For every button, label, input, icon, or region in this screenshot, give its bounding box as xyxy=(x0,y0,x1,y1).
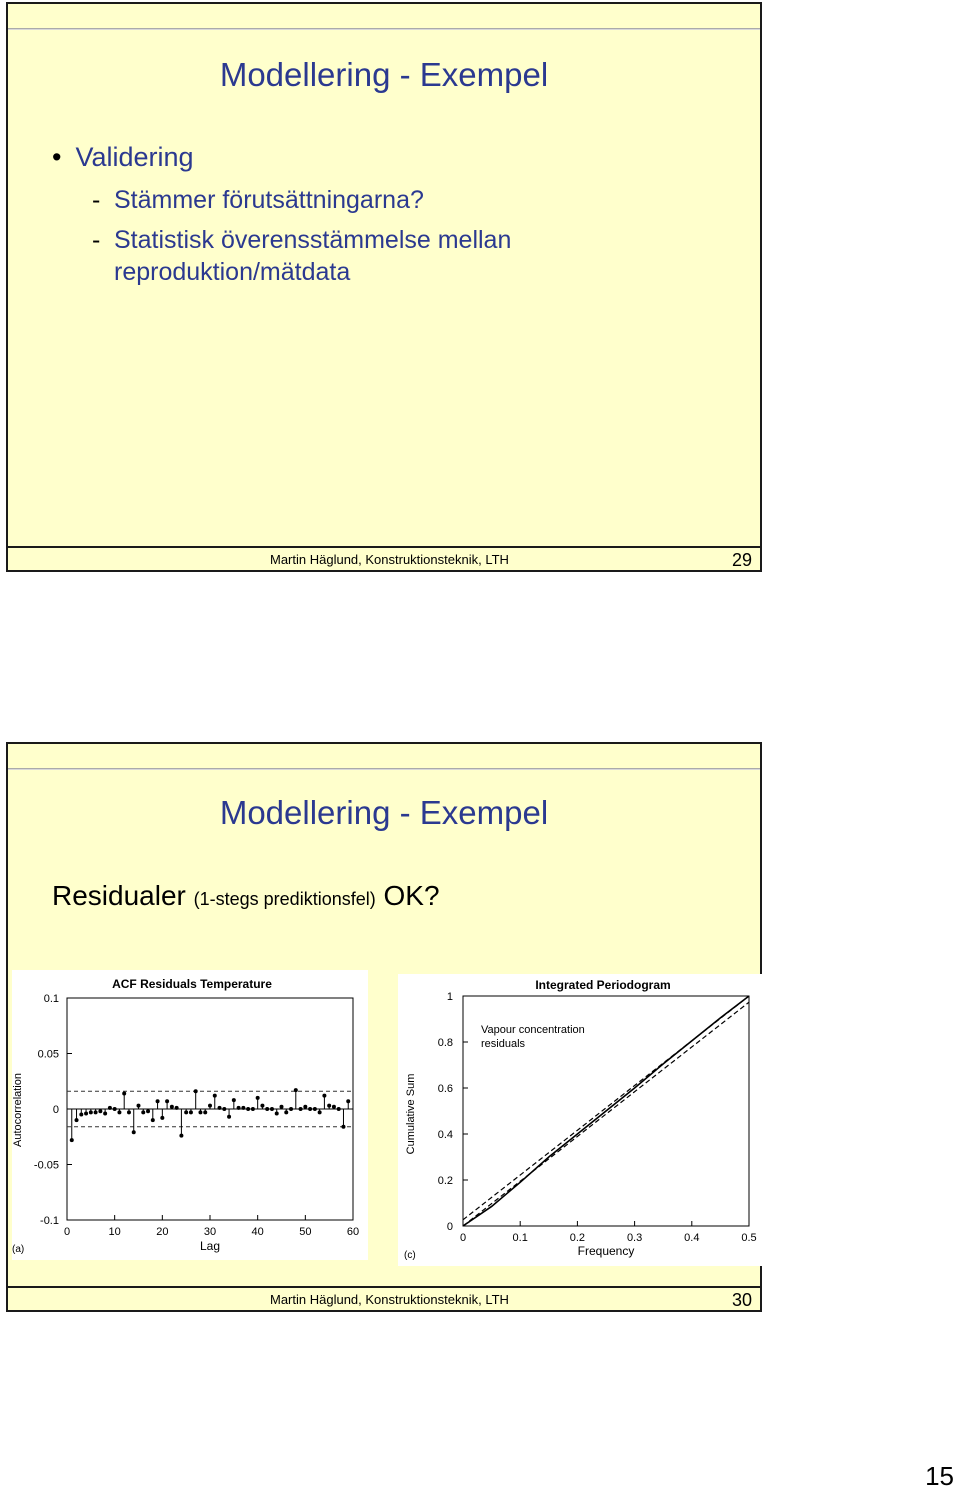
y-tick-label: -0.1 xyxy=(40,1215,59,1227)
acf-point xyxy=(327,1104,331,1108)
acf-point xyxy=(251,1107,255,1111)
page-number: 15 xyxy=(925,1461,954,1491)
slide-29 xyxy=(6,2,762,572)
x-tick-label: 0.2 xyxy=(569,1232,586,1244)
y-tick-label: 0.05 xyxy=(37,1048,59,1061)
acf-point xyxy=(341,1125,345,1129)
sub-text: Stämmer förutsättningarna? xyxy=(114,186,424,214)
acf-point xyxy=(332,1105,336,1109)
acf-point xyxy=(170,1105,174,1109)
x-tick-label: 0.5 xyxy=(741,1232,757,1244)
slide-header-bar xyxy=(8,744,760,769)
slide-number: 29 xyxy=(731,550,752,570)
bullet-item xyxy=(52,142,194,173)
periodogram-chart xyxy=(398,974,762,1266)
acf-point xyxy=(265,1107,269,1111)
x-tick-label: 0.1 xyxy=(512,1232,528,1244)
acf-point xyxy=(318,1110,322,1114)
acf-point xyxy=(175,1106,179,1110)
acf-point xyxy=(127,1110,131,1114)
x-axis-label: Frequency xyxy=(577,1244,635,1258)
acf-chart xyxy=(12,970,368,1260)
acf-point xyxy=(275,1111,279,1115)
acf-point xyxy=(165,1099,169,1103)
acf-point xyxy=(198,1110,202,1114)
acf-point xyxy=(294,1088,298,1092)
slide-30 xyxy=(6,742,762,1312)
slide-number: 30 xyxy=(731,1290,752,1310)
slide-title: Modellering - Exempel xyxy=(219,794,549,831)
periodogram-chart-panel xyxy=(398,974,762,1266)
y-tick-label: 1 xyxy=(446,991,453,1003)
y-tick-label: 0.4 xyxy=(437,1129,453,1141)
x-tick-label: 30 xyxy=(203,1226,217,1238)
acf-point xyxy=(184,1110,188,1114)
acf-point xyxy=(303,1105,307,1109)
acf-chart-panel xyxy=(12,970,368,1260)
acf-point xyxy=(98,1109,102,1113)
y-tick-label: 0 xyxy=(446,1221,453,1233)
slide-title: Modellering - Exempel xyxy=(219,56,549,93)
acf-point xyxy=(299,1107,303,1111)
chart-title: ACF Residuals Temperature xyxy=(112,977,272,991)
acf-point xyxy=(70,1138,74,1142)
acf-point xyxy=(346,1099,350,1103)
acf-point xyxy=(122,1091,126,1095)
acf-point xyxy=(218,1106,222,1110)
footer-divider xyxy=(8,546,760,548)
acf-point xyxy=(280,1105,284,1109)
acf-point xyxy=(313,1107,317,1111)
x-tick-label: 60 xyxy=(346,1226,360,1238)
panel-label: (c) xyxy=(404,1250,416,1261)
footer-author: Martin Häglund, Konstruktionsteknik, LTH xyxy=(270,1292,509,1307)
chart-title: Integrated Periodogram xyxy=(535,978,671,992)
acf-point xyxy=(337,1107,341,1111)
acf-point xyxy=(137,1104,141,1108)
y-axis-label: Autocorrelation xyxy=(12,1073,24,1147)
acf-point xyxy=(89,1110,93,1114)
acf-point xyxy=(79,1113,83,1117)
acf-point xyxy=(108,1106,112,1110)
y-tick-label: 0.8 xyxy=(437,1037,453,1049)
acf-point xyxy=(227,1115,231,1119)
x-tick-label: 40 xyxy=(251,1226,264,1238)
slide-heading xyxy=(52,880,440,912)
footer-divider xyxy=(8,1286,760,1288)
y-tick-label: 0 xyxy=(52,1104,59,1116)
acf-point xyxy=(146,1109,150,1113)
acf-point xyxy=(289,1107,293,1111)
annotation-line: residuals xyxy=(481,1038,526,1050)
sub-item xyxy=(92,226,511,255)
bullet-dot: • xyxy=(52,142,62,172)
acf-point xyxy=(208,1104,212,1108)
acf-point xyxy=(256,1096,260,1100)
acf-point xyxy=(179,1134,183,1138)
x-tick-label: 10 xyxy=(108,1226,121,1238)
sub-text: Statistisk överensstämmelse mellan xyxy=(114,226,512,254)
bullet-text: Validering xyxy=(75,142,194,172)
acf-point xyxy=(284,1110,288,1114)
y-tick-label: 0.2 xyxy=(437,1175,453,1187)
acf-point xyxy=(189,1110,193,1114)
panel-label: (a) xyxy=(12,1244,25,1255)
y-tick-label: 0.6 xyxy=(437,1083,453,1095)
acf-point xyxy=(160,1116,164,1120)
footer-author: Martin Häglund, Konstruktionsteknik, LTH xyxy=(270,552,509,567)
x-tick-label: 50 xyxy=(299,1226,312,1238)
acf-point xyxy=(156,1099,160,1103)
y-axis-label: Cumulative Sum xyxy=(405,1073,417,1155)
acf-point xyxy=(246,1107,250,1111)
sub-item xyxy=(92,186,424,215)
sub-dash: - xyxy=(92,226,101,254)
acf-point xyxy=(241,1106,245,1110)
acf-point xyxy=(232,1098,236,1102)
y-tick-label: 0.1 xyxy=(43,993,59,1005)
acf-point xyxy=(84,1111,88,1115)
annotation-line: Vapour concentration xyxy=(481,1024,585,1036)
acf-point xyxy=(260,1104,264,1108)
x-tick-label: 0.4 xyxy=(684,1232,700,1244)
acf-point xyxy=(308,1107,312,1111)
acf-point xyxy=(113,1107,117,1111)
acf-point xyxy=(141,1110,145,1114)
acf-point xyxy=(75,1118,79,1122)
y-tick-label: -0.05 xyxy=(33,1159,59,1172)
x-axis-label: Lag xyxy=(199,1239,221,1253)
heading-end: OK? xyxy=(375,880,440,911)
sub-dash: - xyxy=(92,186,101,214)
acf-point xyxy=(322,1094,326,1098)
acf-point xyxy=(103,1111,107,1115)
acf-point xyxy=(203,1110,207,1114)
x-tick-label: 0 xyxy=(63,1226,71,1238)
x-tick-label: 0.3 xyxy=(626,1232,643,1244)
acf-point xyxy=(132,1130,136,1134)
x-tick-label: 20 xyxy=(156,1226,169,1238)
heading-small: (1-stegs prediktionsfel) xyxy=(193,889,376,909)
acf-point xyxy=(117,1110,121,1114)
acf-point xyxy=(194,1089,198,1093)
x-tick-label: 0 xyxy=(459,1232,467,1244)
acf-point xyxy=(270,1107,274,1111)
heading-main: Residualer xyxy=(52,880,194,911)
acf-point xyxy=(151,1118,155,1122)
acf-point xyxy=(94,1110,98,1114)
slide-header-bar xyxy=(8,4,760,29)
acf-point xyxy=(237,1106,241,1110)
acf-point xyxy=(222,1107,226,1111)
acf-point xyxy=(213,1094,217,1098)
sub-item-continuation: reproduktion/mätdata xyxy=(114,258,351,286)
